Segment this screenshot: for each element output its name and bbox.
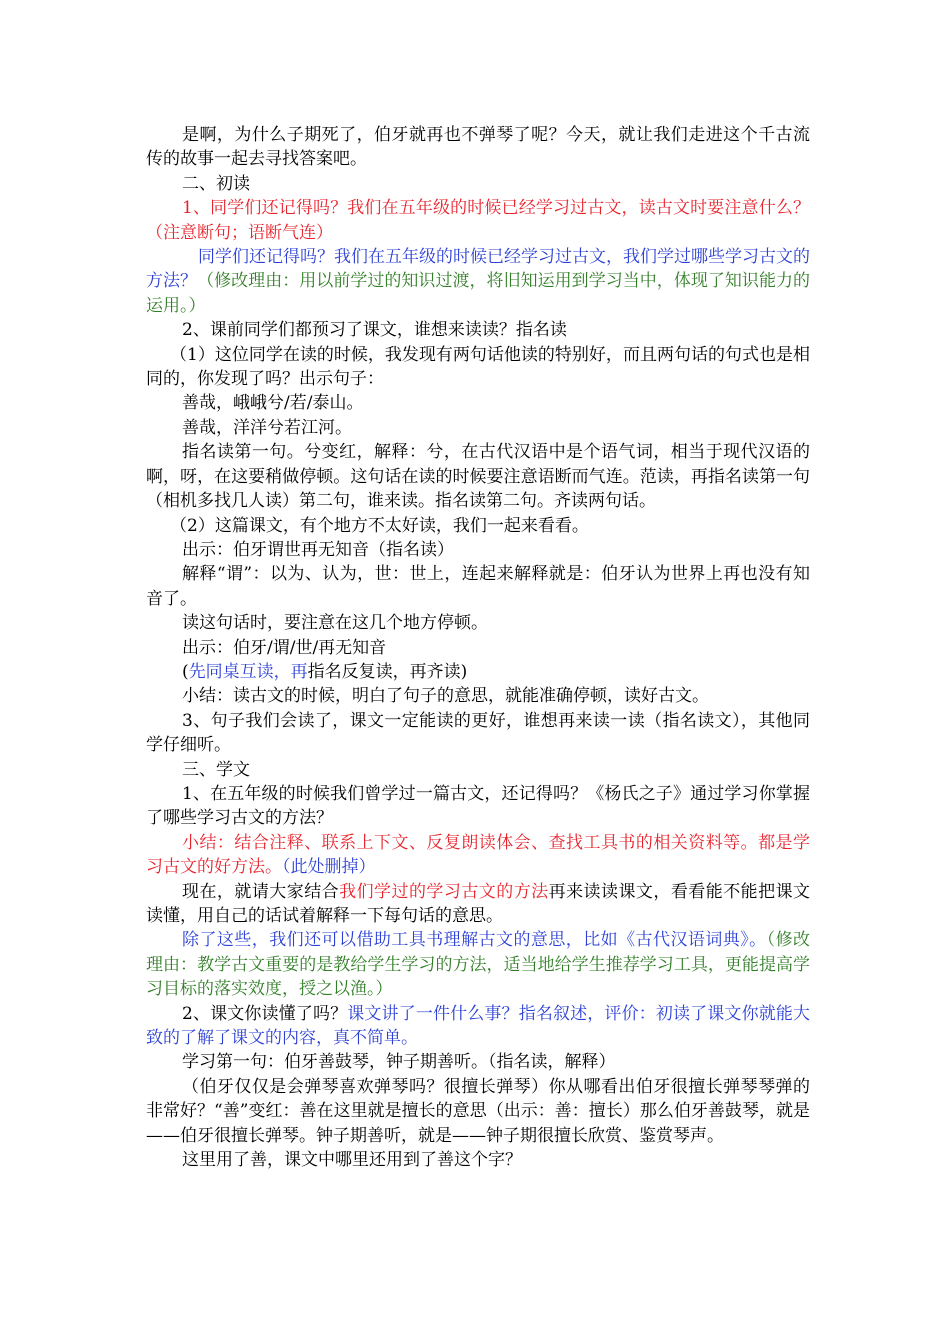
paragraph-p4 <box>146 245 810 318</box>
text-segment: 出示：伯牙/谓/世/再无知音 <box>182 637 387 658</box>
text-segment: 我们学过的学习古文的方法 <box>339 881 549 902</box>
paragraph-p2 <box>146 172 810 196</box>
text-segment: 善哉，洋洋兮若江河。 <box>182 417 352 438</box>
document-body <box>146 123 810 1172</box>
paragraph-p25 <box>146 1075 810 1148</box>
paragraph-p8 <box>146 416 810 440</box>
text-segment: 解释“谓”：以为、认为，世：世上，连起来解释就是：伯牙认为世界上再也没有知音了。 <box>146 564 810 609</box>
text-segment: ( <box>182 661 189 682</box>
text-segment: 同学们还记得吗？我们在五年级的时候已经学习过古文，我们学过哪些学习古文的方法？ <box>146 247 810 292</box>
paragraph-p1 <box>146 123 810 172</box>
paragraph-p7 <box>146 391 810 415</box>
paragraph-p24 <box>146 1050 810 1074</box>
paragraph-p21 <box>146 880 810 929</box>
text-segment: 小结：读古文的时候，明白了句子的意思，就能准确停顿，读好古文。 <box>182 686 709 707</box>
text-segment: 指名读第一句。兮变红，解释：兮，在古代汉语中是个语气词，相当于现代汉语的啊，呀，在这要稍做停顿。这句话在读的时候要注意语断而气连。范读，再指名读第一句（相机多找几人读）第二句，谁来读。指名读第二句。齐读两句话。 <box>146 442 810 512</box>
paragraph-p18 <box>146 758 810 782</box>
text-segment: 读这句话时，要注意在这几个地方停顿。 <box>182 613 488 634</box>
paragraph-p9 <box>146 440 810 513</box>
paragraph-p13 <box>146 611 810 635</box>
text-segment: 除了这些，我们还可以借助工具书理解古文的意思，比如《古代汉语词典》。 <box>182 930 767 951</box>
paragraph-p17 <box>146 709 810 758</box>
text-segment: 是啊，为什么子期死了，伯牙就再也不弹琴了呢？今天，就让我们走进这个千古流传的故事一起去寻找答案吧。 <box>146 125 810 170</box>
paragraph-p22 <box>146 928 810 1001</box>
paragraph-p15 <box>146 660 810 684</box>
paragraph-p16 <box>146 684 810 708</box>
text-segment: （伯牙仅仅是会弹琴喜欢弹琴吗？很擅长弹琴）你从哪看出伯牙很擅长弹琴琴弹的非常好？“善”变红：善在这里就是擅长的意思（出示：善：擅长）那么伯牙善鼓琴，就是——伯牙很擅长弹琴。钟子期善听，就是——钟子期很擅长欣赏、鉴赏琴声。 <box>146 1076 810 1146</box>
text-segment: （2）这篇课文，有个地方不太好读，我们一起来看看。 <box>170 515 589 536</box>
paragraph-p6 <box>146 343 810 392</box>
paragraph-p20 <box>146 831 810 880</box>
text-segment: 1、在五年级的时候我们曾学过一篇古文，还记得吗？《杨氏之子》通过学习你掌握了哪些学习古文的方法？ <box>146 783 810 829</box>
paragraph-p14 <box>146 636 810 660</box>
paragraph-p19 <box>146 782 810 831</box>
text-segment: 现在，就请大家结合 <box>182 881 340 902</box>
text-segment: 小结：结合注释、联系上下文、反复朗读体会、查找工具书的相关资料等。都是学习古文的好方法。 <box>146 832 810 878</box>
paragraph-p11 <box>146 538 810 562</box>
text-segment: 出示：伯牙谓世再无知音（指名读） <box>182 539 454 560</box>
text-segment: （1）这位同学在读的时候，我发现有两句话他读的特别好，而且两句话的句式也是相同的，你发现了吗？出示句子： <box>146 344 810 390</box>
text-segment: 课文讲了一件什么事？指名叙述，评价：初读了课文你就能大致的了解了课文的内容，真不简单。 <box>146 1003 810 1049</box>
text-segment: 2、课前同学们都预习了课文，谁想来读读？指名读 <box>182 320 567 341</box>
text-segment: 先同桌互读，再 <box>188 661 308 682</box>
text-segment: 指名反复读，再齐读) <box>307 661 468 682</box>
text-segment: 再来读读课文，看看能不能把课文读懂，用自己的话试着解释一下每句话的意思。 <box>146 881 811 926</box>
text-segment: （此处删掉） <box>282 857 376 878</box>
paragraph-p26 <box>146 1148 810 1172</box>
paragraph-p10 <box>146 514 810 538</box>
text-segment: 学习第一句：伯牙善鼓琴，钟子期善听。（指名读，解释） <box>182 1052 616 1073</box>
text-segment: 3、句子我们会读了，课文一定能读的更好，谁想再来读一读（指名读文），其他同学仔细听。 <box>146 710 810 756</box>
paragraph-p3 <box>146 196 810 245</box>
text-segment: （修改理由：用以前学过的知识过渡，将旧知运用到学习当中，体现了知识能力的运用。） <box>146 271 811 316</box>
paragraph-p5 <box>146 318 810 342</box>
text-segment: 二、初读 <box>182 173 250 194</box>
text-segment: 这里用了善，课文中哪里还用到了善这个字？ <box>182 1150 522 1171</box>
paragraph-p23 <box>146 1002 810 1051</box>
text-segment: 2、课文你读懂了吗？ <box>182 1003 348 1024</box>
text-segment: （修改理由：教学古文重要的是教给学生学习的方法，适当地给学生推荐学习工具，更能提高学习目标的落实效度，授之以渔。） <box>146 930 811 1000</box>
text-segment: 1、同学们还记得吗？我们在五年级的时候已经学习过古文，读古文时要注意什么？（注意断句；语断气连） <box>146 198 810 243</box>
text-segment: 三、学文 <box>182 759 250 780</box>
text-segment: 善哉，峨峨兮/若/泰山。 <box>182 393 364 414</box>
paragraph-p12 <box>146 562 810 611</box>
